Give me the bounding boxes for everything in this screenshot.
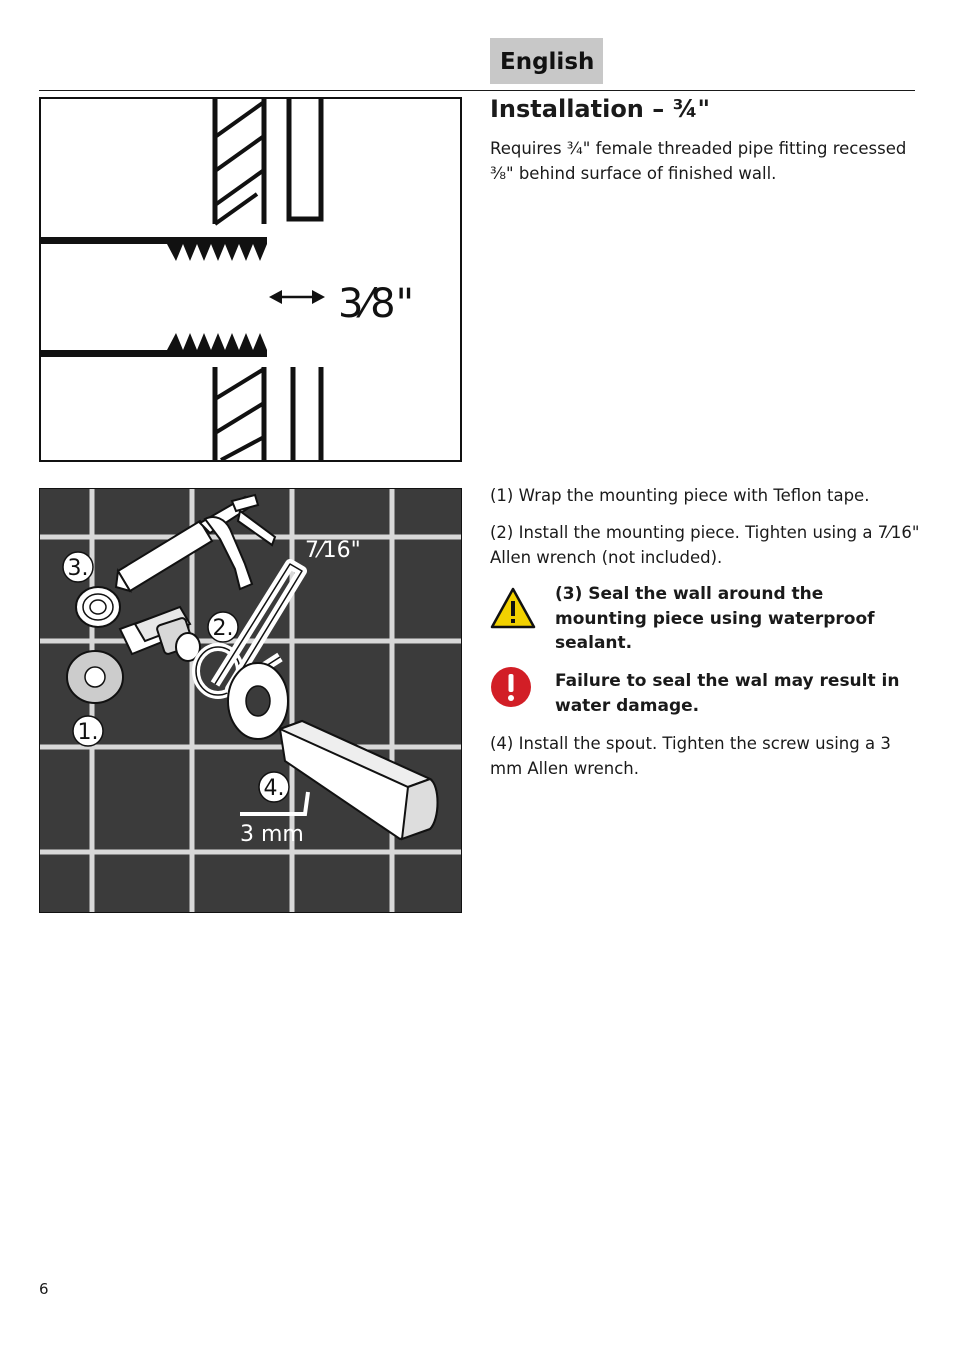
allen-size-label: 3 mm <box>240 822 304 847</box>
recess-diagram-svg <box>41 99 460 460</box>
step-4-text: (4) Install the spout. Tighten the screw using a 3 mm Allen wrench. <box>490 734 891 778</box>
exclamation-circle-icon <box>490 666 532 708</box>
step-3-label: 3. <box>67 556 89 581</box>
failure-warning-text: Failure to seal the wal may result in water damage. <box>555 671 900 716</box>
warning-triangle-icon <box>490 587 536 629</box>
requirement-text: Requires ¾" female threaded pipe fitting recessed ⅜" behind surface of finished wall. <box>490 139 907 183</box>
page-number: 6 <box>39 1280 49 1298</box>
recess-diagram <box>39 97 462 462</box>
installation-illustration <box>39 488 462 913</box>
step-4-label: 4. <box>263 776 285 801</box>
seal-warning-text: (3) Seal the wall around the mounting piece using waterproof sealant. <box>555 584 875 653</box>
header-rule <box>39 90 915 91</box>
step-2-label: 2. <box>212 616 234 641</box>
step-1-label: 1. <box>77 720 99 745</box>
step-1-text: (1) Wrap the mounting piece with Teflon tape. <box>490 486 870 505</box>
wrench-size-label: 7⁄16" <box>305 538 361 563</box>
installation-illustration-svg <box>40 489 461 912</box>
section-title: Installation – ¾" <box>490 95 710 123</box>
language-tab: English <box>490 38 603 84</box>
dimension-label: 3⁄8" <box>338 281 414 327</box>
step-2-text: (2) Install the mounting piece. Tighten using a 7⁄16" Allen wrench (not included). <box>490 523 920 567</box>
